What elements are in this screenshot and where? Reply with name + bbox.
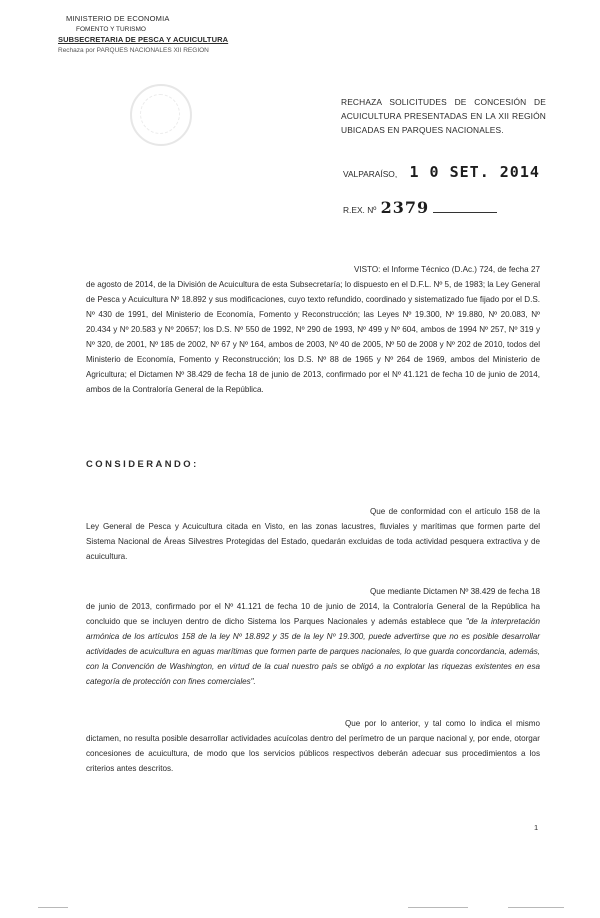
considerando-paragraph-1 — [86, 504, 540, 564]
ministry-name: MINISTERIO DE ECONOMIA — [66, 14, 170, 23]
scan-edge-artifacts — [38, 907, 564, 915]
considerando-text-1: Que de conformidad con el artículo 158 de la Ley General de Pesca y Acuicultura citada en Visto, en las zonas lacustres, fluviales y marítimas que formen parte del Sistema Nacional de Áreas Silvestres Protegidas del Estado, quedarán excluidas de toda actividad pesquera extractiva y de acuicultura. — [86, 507, 540, 561]
date-line — [343, 163, 540, 181]
internal-reference: Rechaza por PARQUES NACIONALES XII REGION — [58, 46, 209, 54]
considerando-paragraph-2 — [86, 584, 540, 689]
resolution-underline — [433, 212, 497, 213]
letterhead — [58, 14, 258, 56]
considerando-paragraph-3 — [86, 716, 540, 776]
considerando-text-2: Que mediante Dictamen Nº 38.429 de fecha 18 de junio de 2013, confirmado por el Nº 41.121 de fecha 10 de junio de 2014, la Contraloría General de la República ha concluido que se incluyen dentro de dicho Sistema los Parques Nacionales y además establece que — [86, 587, 540, 626]
visto-text: el Informe Técnico (D.Ac.) 724, de fecha 27 de agosto de 2014, de la División de Acuicultura de esta Subsecretaría; lo dispuesto en el D.F.L. Nº 5, de 1983; la Ley General de Pesca y Acuicultura Nº 18.892 y sus modificaciones, cuyo texto refundido, coordinado y sistematizado fue fijado por el D.S. Nº 430 de 1991, del Ministerio de Economía, Fomento y Reconstrucción; las Leyes Nº 19.300, Nº 19.880, Nº 20.083, Nº 20.434 y Nº 20.583 y Nº 20657; los D.S. Nº 550 de 1992, Nº 290 de 1993, Nº 499 y Nº 604, ambos de 1994 Nº 257, Nº 319 y Nº 320, de 2001, Nº 185 de 2002, Nº 67 y Nº 164, ambos de 2003, Nº 40 de 2005, Nº 50 de 2008 y Nº 202 de 2010, todos del Ministerio de Economía, Fomento y Reconstrucción; los D.S. Nº 88 de 1965 y Nº 264 de 1969, ambos del Ministerio de Agricultura; el Dictamen Nº 38.429 de fecha 18 de junio de 2013, confirmado por el Nº 41.121 de fecha 10 de junio de 2014, ambos de la Contraloría General de la República. — [86, 265, 540, 394]
resolution-number: 2379 — [380, 198, 430, 217]
resolution-number-line — [343, 198, 497, 217]
resolution-prefix: R.EX. Nº — [343, 205, 377, 215]
dictamen-quote: "de la interpretación armónica de los artículos 158 de la ley Nº 18.892 y 35 de la ley Nº 19.300, puede advertirse que no es posible desarrollar actividades de acuicultura en aguas marítimas que formen parte de parques nacionales, lo que guarda concordancia, además, con la Convención de Washington, en virtud de la cual nuestro país se obligó a no explotar las riquezas existentes en esa categoría de protección con fines comerciales". — [86, 617, 541, 686]
considerando-text-3: Que por lo anterior, y tal como lo indica el mismo dictamen, no resulta posible desarrollar actividades acuícolas dentro del perímetro de un parque nacional y, por ende, otorgar concesiones de acuicultura, de modo que los servicios públicos respectivos deberán adecuar sus procedimientos a los criterios antes descritos. — [86, 719, 540, 773]
date-stamp: 1 0 SET. 2014 — [409, 163, 540, 181]
visto-paragraph — [86, 262, 540, 397]
ministry-division: FOMENTO Y TURISMO — [76, 25, 146, 33]
faded-seal-stamp — [130, 84, 192, 146]
page-number: 1 — [534, 823, 539, 832]
visto-label: VISTO: — [354, 265, 381, 274]
considerando-heading: CONSIDERANDO: — [86, 458, 199, 469]
subsecretaria-name: SUBSECRETARIA DE PESCA Y ACUICULTURA — [58, 35, 229, 44]
resolution-summary: RECHAZA SOLICITUDES DE CONCESIÓN DE ACUICULTURA PRESENTADAS EN LA XII REGIÓN UBICADAS EN PARQUES NACIONALES. — [341, 97, 546, 135]
date-city: VALPARAÍSO, — [343, 169, 398, 179]
